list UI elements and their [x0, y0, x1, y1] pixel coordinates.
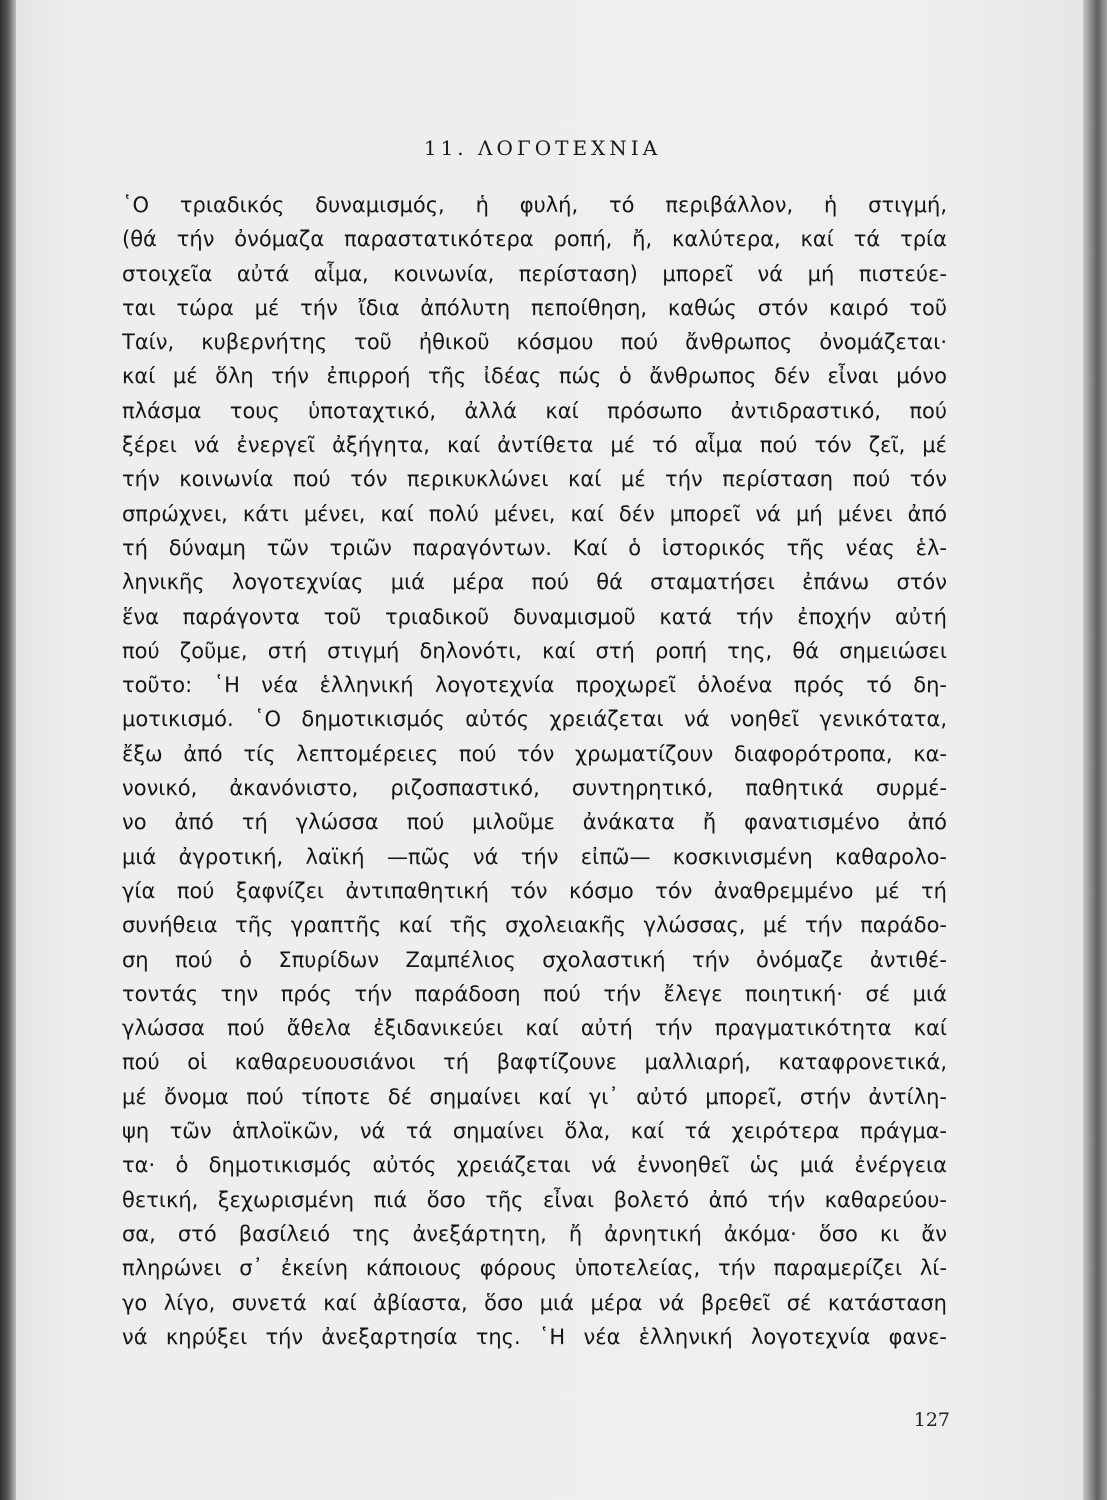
text-line: καί μέ ὅλη τήν ἐπιρροή τῆς ἰδέας πώς ὁ ἄνθρωπος δέν εἶναι μόνο	[122, 364, 947, 389]
text-line: σα, στό βασίλειό της ἀνεξάρτητη, ἤ ἀρνητική ἀκόμα· ὅσο κι ἄν	[122, 1221, 947, 1246]
text-line: πληρώνει σ᾿ ἐκείνη κάποιους φόρους ὑποτελείας, τήν παραμερίζει λί-	[122, 1256, 947, 1281]
text-line: νά κηρύξει τήν ἀνεξαρτησία της. ῾Η νέα ἑλληνική λογοτεχνία φανε-	[122, 1324, 947, 1349]
text-line: (θά τήν ὀνόμαζα παραστατικότερα ροπή, ἤ, καλύτερα, καί τά τρία	[122, 227, 947, 252]
text-line: σπρώχνει, κάτι μένει, καί πολύ μένει, καί δέν μπορεῖ νά μή μένει ἀπό	[122, 501, 947, 526]
text-line: τα· ὁ δημοτικισμός αὐτός χρειάζεται νά ἐννοηθεῖ ὡς μιά ἐνέργεια	[122, 1153, 947, 1178]
text-line: πού οἱ καθαρευουσιάνοι τή βαφτίζουνε μαλλιαρή, καταφρονετικά,	[122, 1050, 947, 1075]
text-line: μοτικισμό. ῾Ο δημοτικισμός αὐτός χρειάζεται νά νοηθεῖ γενικότατα,	[122, 707, 947, 732]
text-line: στοιχεῖα αὐτά αἷμα, κοινωνία, περίσταση) μπορεῖ νά μή πιστεύε-	[122, 261, 947, 286]
text-line: τοντάς την πρός τήν παράδοση πού τήν ἔλεγε ποιητική· σέ μιά	[122, 981, 947, 1006]
text-line: ῾Ο τριαδικός δυναμισμός, ἡ φυλή, τό περιβάλλον, ἡ στιγμή,	[122, 193, 947, 217]
text-line: πού ζοῦμε, στή στιγμή δηλονότι, καί στή ροπή της, θά σημειώσει	[122, 638, 947, 663]
text-line: πλάσμα τους ὑποταχτικό, ἀλλά καί πρόσωπο ἀντιδραστικό, πού	[122, 398, 947, 423]
text-line: τοῦτο: ῾Η νέα ἑλληνική λογοτεχνία προχωρεῖ ὁλοένα πρός τό δη-	[122, 673, 947, 698]
text-line: Ταίν, κυβερνήτης τοῦ ἠθικοῦ κόσμου πού ἄνθρωπος ὀνομάζεται·	[122, 330, 947, 355]
text-line: γο λίγο, συνετά καί ἀβίαστα, ὅσο μιά μέρα νά βρεθεῖ σέ κατάσταση	[122, 1290, 947, 1315]
chapter-heading: 11. ΛΟΓΟΤΕΧΝΙΑ	[423, 136, 662, 160]
text-line: μέ ὄνομα πού τίποτε δέ σημαίνει καί γι᾿ αὐτό μπορεῖ, στήν ἀντίλη-	[122, 1084, 947, 1109]
text-line: ἔξω ἀπό τίς λεπτομέρειες πού τόν χρωματίζουν διαφορότροπα, κα-	[122, 741, 947, 766]
text-line: ψη τῶν ἁπλοϊκῶν, νά τά σημαίνει ὅλα, καί τά χειρότερα πράγμα-	[122, 1119, 947, 1144]
text-line: ληνικῆς λογοτεχνίας μιά μέρα πού θά σταματήσει ἐπάνω στόν	[122, 570, 947, 595]
text-line: νονικό, ἀκανόνιστο, ριζοσπαστικό, συντηρητικό, παθητικά συρμέ-	[122, 776, 947, 801]
text-line: θετική, ξεχωρισμένη πιά ὅσο τῆς εἶναι βολετό ἀπό τήν καθαρεύου-	[122, 1187, 947, 1212]
body-text	[122, 188, 947, 1354]
text-line: τή δύναμη τῶν τριῶν παραγόντων. Καί ὁ ἱστορικός τῆς νέας ἑλ-	[122, 535, 947, 560]
text-line: ση πού ὁ Σπυρίδων Ζαμπέλιος σχολαστική τήν ὀνόμαζε ἀντιθέ-	[122, 947, 947, 972]
page-number: 127	[913, 1409, 950, 1431]
text-line: ται τώρα μέ τήν ἴδια ἀπόλυτη πεποίθηση, καθώς στόν καιρό τοῦ	[122, 295, 947, 320]
text-line: συνήθεια τῆς γραπτῆς καί τῆς σχολειακῆς γλώσσας, μέ τήν παράδο-	[122, 913, 947, 938]
binding-gutter	[0, 0, 16, 1500]
text-line: μιά ἀγροτική, λαϊκή —πῶς νά τήν εἰπῶ— κοσκινισμένη καθαρολο-	[122, 844, 947, 869]
text-line: ξέρει νά ἐνεργεῖ ἀξήγητα, καί ἀντίθετα μέ τό αἷμα πού τόν ζεῖ, μέ	[122, 433, 947, 458]
text-line: νο ἀπό τή γλώσσα πού μιλοῦμε ἀνάκατα ἤ φανατισμένο ἀπό	[122, 810, 947, 835]
page-edge-shadow	[1083, 0, 1107, 1500]
text-line: τήν κοινωνία πού τόν περικυκλώνει καί μέ τήν περίσταση πού τόν	[122, 467, 947, 492]
text-line: γία πού ξαφνίζει ἀντιπαθητική τόν κόσμο τόν ἀναθρεμμένο μέ τή	[122, 878, 947, 903]
text-line: ἕνα παράγοντα τοῦ τριαδικοῦ δυναμισμοῦ κατά τήν ἐποχήν αὐτή	[122, 604, 947, 629]
text-line: γλώσσα πού ἄθελα ἐξιδανικεύει καί αὐτή τήν πραγματικότητα καί	[122, 1016, 947, 1041]
